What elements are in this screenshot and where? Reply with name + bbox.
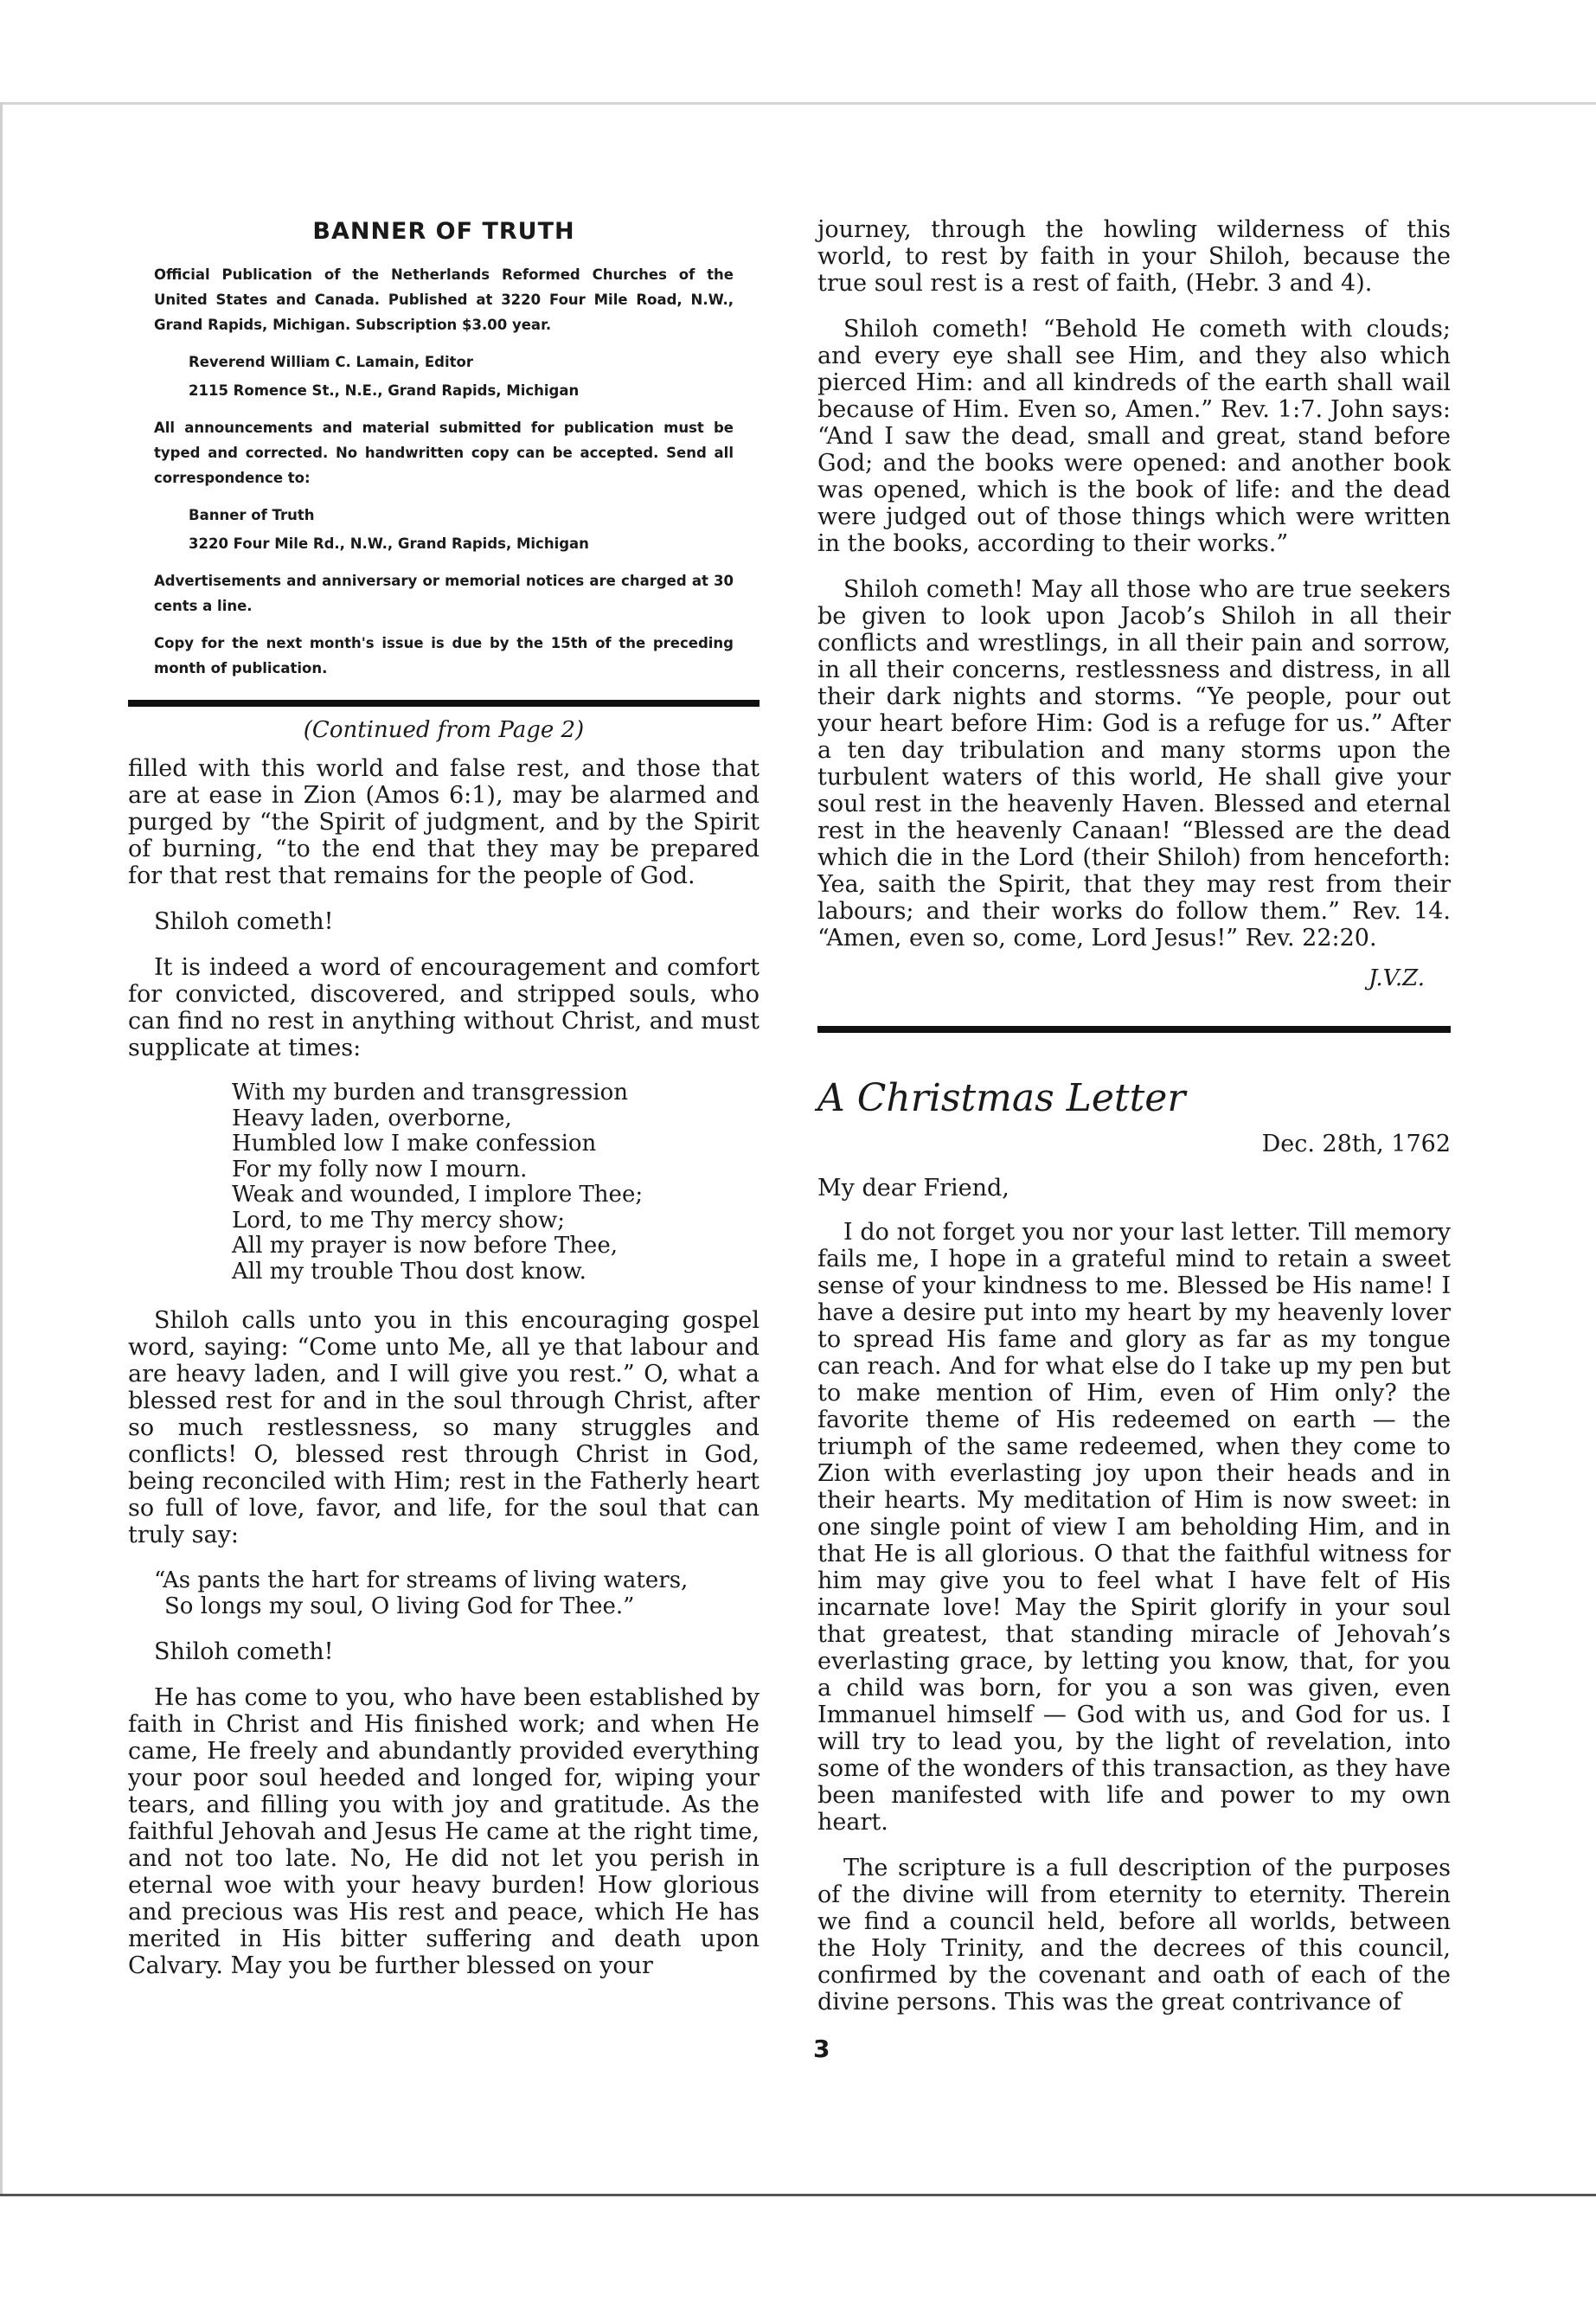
right-paragraph-3: Shiloh cometh! May all those who are true seekers be given to look upon Jacob’s Shiloh in all their conflicts and wrestlings, in all their pain and sorrow, in all their concerns, restlessness and distress, in all their dark nights and storms. “Ye people, pour out your heart before Him: God is a refuge for us.” After a ten day tribulation and many storms upon the turbulent waters of this world, He shall give your soul rest in the heavenly Haven. Blessed and eternal rest in the heavenly Canaan! “Blessed are the dead which die in the Lord (their Shiloh) from henceforth: Yea, saith the Spirit, that they may rest from their labours; and their works do follow them.” Rev. 14. “Amen, even so, come, Lord Jesus!” Rev. 22:20. bbox=[817, 576, 1451, 952]
scan-border-left bbox=[0, 102, 3, 2195]
scan-border-bottom bbox=[0, 2194, 1596, 2196]
hymn-line: Weak and wounded, I implore Thee; bbox=[232, 1182, 644, 1208]
hymn-line: With my burden and transgression bbox=[232, 1080, 628, 1106]
article-signature: J.V.Z. bbox=[1368, 965, 1425, 991]
right-column bbox=[817, 216, 1451, 2035]
masthead bbox=[128, 218, 760, 681]
hymn-verse bbox=[232, 1080, 760, 1285]
letter-date: Dec. 28th, 1762 bbox=[1261, 1131, 1451, 1157]
left-paragraph-5: Shiloh cometh! bbox=[154, 1638, 334, 1665]
masthead-correspondence-name: Banner of Truth bbox=[189, 507, 315, 523]
left-paragraph-4: Shiloh calls unto you in this encouraging gospel word, saying: “Come unto Me, all ye that labour and are heavy laden, and I will give you rest.” O, what a blessed rest for and in the soul through Christ, after so much restlessness, so many struggles and conflicts! O, blessed rest through Christ in God, being reconciled with Him; rest in the Fatherly heart so full of love, favor, and life, for the soul that can truly say: bbox=[128, 1307, 760, 1548]
masthead-correspondence-address: 3220 Four Mile Rd., N.W., Grand Rapids, Michigan bbox=[189, 535, 589, 552]
hymn-line: Lord, to me Thy mercy show; bbox=[232, 1207, 565, 1234]
left-paragraph-1: filled with this world and false rest, and those that are at ease in Zion (Amos 6:1), may be alarmed and purged by “the Spirit of judgment, and by the Spirit of burning, “to the end that they may be prepared for that rest that remains for the people of God. bbox=[128, 755, 760, 889]
masthead-announcements: All announcements and material submitted for publication must be typed and corrected. No handwritten copy can be accepted. Send all correspondence to: bbox=[154, 420, 734, 486]
psalm-couplet bbox=[154, 1567, 760, 1619]
masthead-copy-due: Copy for the next month's issue is due by the 15th of the preceding month of publication. bbox=[154, 635, 734, 676]
hymn-line: All my trouble Thou dost know. bbox=[232, 1258, 586, 1285]
masthead-official: Official Publication of the Netherlands Reformed Churches of the United States and Canada. Published at 3220 Four Mile Road, N.W., Grand Rapids, Michigan. Subscription $3.00 year. bbox=[154, 266, 734, 333]
article-divider bbox=[817, 1026, 1451, 1033]
page-number: 3 bbox=[813, 2035, 830, 2063]
left-paragraph-6: He has come to you, who have been established by faith in Christ and His finished work; and when He came, He freely and abundantly provided everything your poor soul heeded and longed for, wiping your tears, and filling you with joy and gratitude. As the faithful Jehovah and Jesus He came at the right time, and not too late. No, He did not let you perish in eternal woe with your heavy burden! How glorious and precious was His rest and peace, which He has merited in His bitter suffering and death upon Calvary. May you be further blessed on your bbox=[128, 1684, 760, 1979]
left-paragraph-3: It is indeed a word of encouragement and comfort for convicted, discovered, and stripped souls, who can find no rest in anything without Christ, and must supplicate at times: bbox=[128, 954, 760, 1061]
article-title: A Christmas Letter bbox=[817, 1076, 1186, 1120]
couplet-line: “As pants the hart for streams of living waters, bbox=[154, 1567, 689, 1593]
left-paragraph-2: Shiloh cometh! bbox=[154, 908, 334, 935]
letter-paragraph-2: The scripture is a full description of the purposes of the divine will from eternity to eternity. Therein we find a council held, before all worlds, between the Holy Trinity, and the decrees of this council, confirmed by the covenant and oath of each of the divine persons. This was the great contrivance of bbox=[817, 1855, 1451, 2016]
right-paragraph-2: Shiloh cometh! “Behold He cometh with clouds; and every eye shall see Him, and they also which pierced Him: and all kindreds of the earth shall wail because of Him. Even so, Amen.” Rev. 1:7. John says: “And I saw the dead, small and great, stand before God; and the books were opened: and another book was opened, which is the book of life: and the dead were judged out of those things which were written in the books, according to their works.” bbox=[817, 316, 1451, 557]
masthead-divider bbox=[128, 700, 760, 707]
continued-from-note: (Continued from Page 2) bbox=[303, 717, 585, 743]
hymn-line: For my folly now I mourn. bbox=[232, 1156, 528, 1183]
left-column bbox=[128, 216, 760, 1998]
right-paragraph-1: journey, through the howling wilderness of this world, to rest by faith in your Shiloh, because the true soul rest is a rest of faith, (Hebr. 3 and 4). bbox=[817, 216, 1451, 297]
letter-salutation: My dear Friend, bbox=[817, 1175, 1010, 1202]
masthead-advertisements: Advertisements and anniversary or memorial notices are charged at 30 cents a line. bbox=[154, 573, 734, 614]
hymn-line: Heavy laden, overborne, bbox=[232, 1105, 512, 1131]
scan-border-top bbox=[0, 102, 1596, 105]
hymn-line: All my prayer is now before Thee, bbox=[232, 1233, 618, 1259]
masthead-title: BANNER OF TRUTH bbox=[312, 218, 575, 245]
couplet-line: So longs my soul, O living God for Thee.” bbox=[164, 1593, 635, 1619]
hymn-line: Humbled low I make confession bbox=[232, 1131, 597, 1157]
masthead-editor-address: 2115 Romence St., N.E., Grand Rapids, Michigan bbox=[189, 382, 580, 399]
letter-paragraph-1: I do not forget you nor your last letter. Till memory fails me, I hope in a grateful mind to retain a sweet sense of your kindness to me. Blessed be His name! I have a desire put into my heart by my heavenly lover to spread His fame and glory as far as my tongue can reach. And for what else do I take up my pen but to make mention of Him, even of Him only? the favorite theme of His redeemed on earth — the triumph of the same redeemed, when they come to Zion with everlasting joy upon their heads and in their hearts. My meditation of Him is now sweet: in one single point of view I am beholding Him, and in that He is all glorious. O that the faithful witness for him may give you to feel what I have felt of His incarnate love! May the Spirit glorify in your soul that greatest, that standing miracle of Jehovah’s everlasting grace, by letting you know, that, for you a child was born, for you a son was given, even Immanuel himself — God with us, and God for us. I will try to lead you, by the light of revelation, into some of the wonders of this transaction, as they have been manifested with life and power to my own heart. bbox=[817, 1219, 1451, 1836]
masthead-editor-name: Reverend William C. Lamain, Editor bbox=[189, 354, 473, 370]
